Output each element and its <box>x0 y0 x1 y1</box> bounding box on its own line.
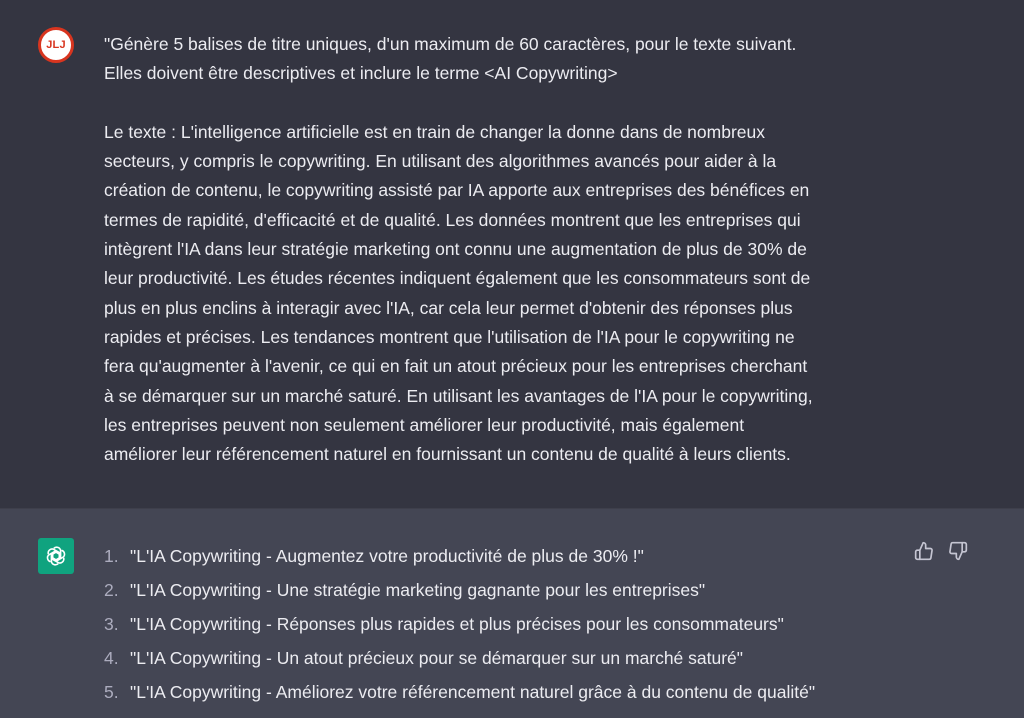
thumbs-down-icon[interactable] <box>947 540 969 562</box>
list-item-number: 4. <box>104 648 119 668</box>
openai-logo-icon <box>38 538 74 574</box>
list-item-number: 5. <box>104 682 119 702</box>
assistant-answer-list <box>104 541 815 711</box>
user-avatar <box>38 27 74 63</box>
list-item-number: 1. <box>104 546 119 566</box>
list-item <box>104 677 815 711</box>
thumbs-up-icon[interactable] <box>913 540 935 562</box>
user-avatar-initials: JLJ <box>46 39 66 51</box>
list-item-text: "L'IA Copywriting - Réponses plus rapides et plus précises pour les consommateurs" <box>130 614 784 634</box>
list-item <box>104 643 815 677</box>
user-message-text: "Génère 5 balises de titre uniques, d'un maximum de 60 caractères, pour le texte suivant. Elles doivent être descriptives et inclure le terme <AI Copywriting> Le texte : L'intelligence artificielle est en train de changer la donne dans de nombreux secteurs, y compris le copywriting. En utilisant des algorithmes avancés pour aider à la création de contenu, le copywriting assisté par IA apporte aux entreprises des bénéfices en termes de rapidité, d'efficacité et de qualité. Les données montrent que les entreprises qui intègrent l'IA dans leur stratégie marketing ont connu une augmentation de plus de 30% de leur productivité. Les études récentes indiquent également que les consommateurs sont de plus en plus enclins à interagir avec l'IA, car cela leur permet d'obtenir des réponses plus rapides et précises. Les tendances montrent que l'utilisation de l'IA pour le copywriting ne fera qu'augmenter à l'avenir, ce qui en fait un atout précieux pour les entreprises cherchant à se démarquer sur un marché saturé. En utilisant les avantages de l'IA pour le copywriting, les entreprises peuvent non seulement améliorer leur productivité, mais également améliorer leur référencement naturel en fournissant un contenu de qualité à leurs clients. <box>104 34 813 465</box>
list-item-number: 3. <box>104 614 119 634</box>
list-item-text: "L'IA Copywriting - Un atout précieux pour se démarquer sur un marché saturé" <box>130 648 744 668</box>
list-item <box>104 575 815 609</box>
list-item-number: 2. <box>104 580 119 600</box>
list-item-text: "L'IA Copywriting - Augmentez votre productivité de plus de 30% !" <box>130 546 644 566</box>
list-item-text: "L'IA Copywriting - Améliorez votre référencement naturel grâce à du contenu de qualité" <box>130 682 816 702</box>
list-item <box>104 609 815 643</box>
list-item <box>104 541 815 575</box>
list-item-text: "L'IA Copywriting - Une stratégie marketing gagnante pour les entreprises" <box>130 580 706 600</box>
